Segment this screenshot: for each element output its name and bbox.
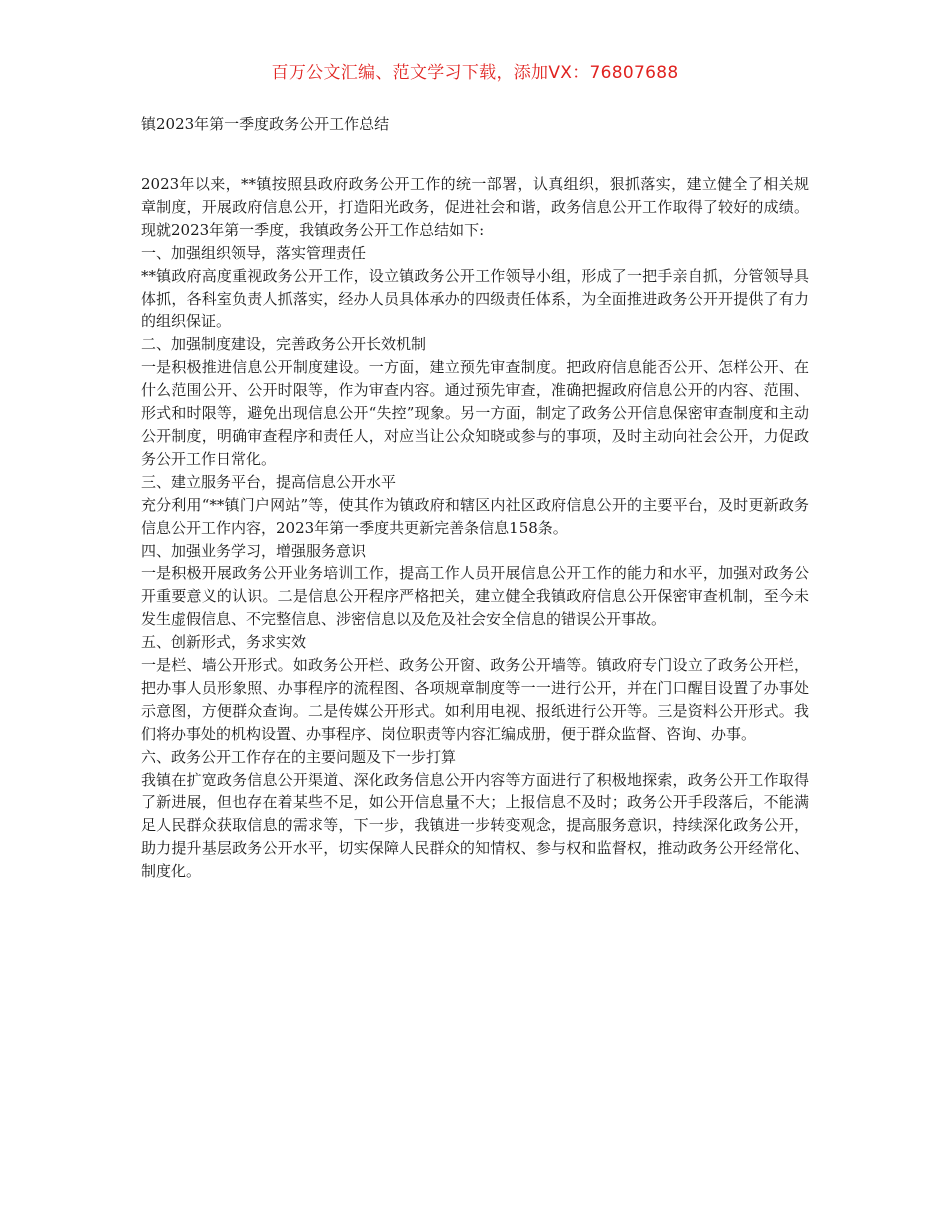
section-heading-4: 四、加强业务学习，增强服务意识 [141,541,367,560]
section-paragraph-2: 一是积极推进信息公开制度建设。一方面，建立预先审查制度。把政府信息能否公开、怎样公开、在什么范围公开、公开时限等，作为审查内容。通过预先审查，准确把握政府信息公开的内容、范围、形式和时限等，避免出现信息公开“失控”现象。另一方面，制定了政务公开信息保密审查制度和主动公开制度，明确审查程序和责任人，对应当让公众知晓或参与的事项，及时主动向社会公开，力促政务公开工作日常化。 [141,358,809,468]
section-heading-3: 三、建立服务平台，提高信息公开水平 [141,472,397,491]
document-title: 镇2023年第一季度政务公开工作总结 [141,115,390,133]
document-body [141,173,809,883]
section-paragraph-6: 我镇在扩宽政务信息公开渠道、深化政务信息公开内容等方面进行了积极地探索，政务公开工作取得了新进展，但也存在着某些不足，如公开信息量不大；上报信息不及时；政务公开手段落后，不能满足人民群众获取信息的需求等，下一步，我镇进一步转变观念，提高服务意识，持续深化政务公开，助力提升基层政务公开水平，切实保障人民群众的知情权、参与权和监督权，推动政务公开经常化、制度化。 [141,770,809,881]
section-paragraph-1: **镇政府高度重视政务公开工作，设立镇政务公开工作领导小组，形成了一把手亲自抓，分管领导具体抓，各科室负责人抓落实，经办人员具体承办的四级责任体系，为全面推进政务公开开提供了有力的组织保证。 [141,266,809,331]
section-heading-1: 一、加强组织领导，落实管理责任 [141,243,367,262]
section-paragraph-4: 一是积极开展政务公开业务培训工作，提高工作人员开展信息公开工作的能力和水平，加强对政务公开重要意义的认识。二是信息公开程序严格把关，建立健全我镇政府信息公开保密审查机制，至今未发生虚假信息、不完整信息、涉密信息以及危及社会安全信息的错误公开事故。 [141,564,809,629]
intro-paragraph: 2023年以来，**镇按照县政府政务公开工作的统一部署，认真组织，狠抓落实，建立健全了相关规章制度，开展政府信息公开，打造阳光政务，促进社会和谐，政务信息公开工作取得了较好的成绩。现就2023年第一季度，我镇政务公开工作总结如下: [141,175,809,239]
section-heading-6: 六、政务公开工作存在的主要问题及下一步打算 [141,747,457,766]
promo-banner: 百万公文汇编、范文学习下载，添加VX：76807688 [271,63,679,83]
section-paragraph-3: 充分利用“**镇门户网站”等，使其作为镇政府和辖区内社区政府信息公开的主要平台，及时更新政务信息公开工作内容，2023年第一季度共更新完善条信息158条。 [141,495,809,537]
section-heading-5: 五、创新形式，务求实效 [141,633,307,652]
section-paragraph-5: 一是栏、墙公开形式。如政务公开栏、政务公开窗、政务公开墙等。镇政府专门设立了政务公开栏，把办事人员形象照、办事程序的流程图、各项规章制度等一一进行公开，并在门口醒目设置了办事处示意图，方便群众查询。二是传媒公开形式。如利用电视、报纸进行公开等。三是资料公开形式。我们将办事处的机构设置、办事程序、岗位职责等内容汇编成册，便于群众监督、咨询、办事。 [141,656,809,743]
section-heading-2: 二、加强制度建设，完善政务公开长效机制 [141,335,427,354]
